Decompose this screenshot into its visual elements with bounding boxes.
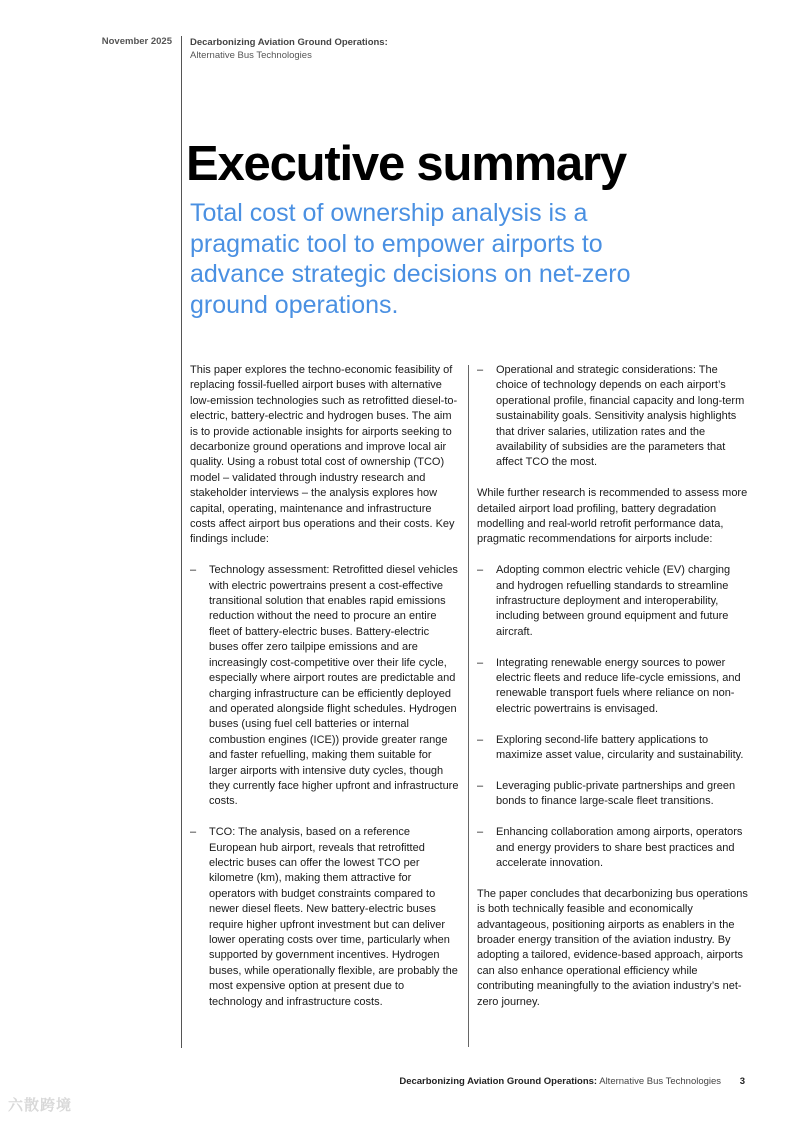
dash-marker: – — [477, 779, 484, 792]
dash-marker: – — [477, 564, 484, 577]
conclusion-paragraph: The paper concludes that decarbonizing bus operations is both technically feasible and economically advantageous, positioning airports as enablers in the broader energy transition of the aviation industry. By adopting a tailored, evidence-based approach, airports can also enhance operational efficiency while contributing meaningfully to the aviation industry’s net-zero journey. — [477, 887, 748, 1008]
right-column — [477, 363, 749, 1025]
dash-marker: – — [477, 826, 484, 839]
recommendations-intro: While further research is recommended to assess more detailed airport load profiling, battery degradation modelling and real-world retrofit performance data, pragmatic recommendations for airports include: — [477, 487, 748, 546]
dash-marker: – — [190, 826, 197, 839]
dash-marker: – — [477, 364, 484, 376]
intro-paragraph: This paper explores the techno-economic feasibility of replacing fossil-fuelled airport buses with alternative low-emission technologies such as retrofitted diesel-to-electric, battery-electric and hydrogen buses. The aim is to provide actionable insights for airports seeking to decarbonize ground operations and improve local air quality. Using a robust total cost of ownership (TCO) model – validated through industry research and stakeholder interviews – the analysis explores how capital, operating, maintenance and infrastructure costs affect airport bus operations and their costs. Key findings include: — [190, 364, 458, 546]
list-item — [477, 363, 749, 471]
footer-title-bold: Decarbonizing Aviation Ground Operations: — [399, 1076, 598, 1087]
list-item — [477, 779, 749, 810]
list-item — [190, 825, 460, 1010]
left-column — [190, 363, 460, 1025]
watermark: 六散跨境 — [8, 1097, 73, 1114]
header-title — [190, 36, 388, 62]
list-item-text: TCO: The analysis, based on a reference European hub airport, reveals that retrofitted electric buses can offer the lowest TCO per kilometre (km), making them attractive for operators with budget constraints compared to newer diesel fleets. New battery-electric buses require higher upfront investment but can deliver lower operating costs over time, particularly when supported by government incentives. Hydrogen buses, while operationally flexible, are probably the most expensive option at present due to technology and infrastructure costs. — [209, 826, 458, 1008]
dash-marker: – — [477, 656, 484, 669]
list-item — [190, 563, 460, 810]
list-item-text: Exploring second-life battery applications to maximize asset value, circularity and sustainability. — [496, 733, 744, 762]
header-title-sub: Alternative Bus Technologies — [190, 50, 312, 61]
list-item-text: Adopting common electric vehicle (EV) charging and hydrogen refuelling standards to streamline infrastructure deployment and interoperability, including between ground equipment and future aircraft. — [496, 564, 731, 638]
list-item — [477, 825, 749, 871]
dash-marker: – — [190, 564, 197, 577]
page-number: 3 — [739, 1076, 745, 1087]
header-title-bold: Decarbonizing Aviation Ground Operations: — [190, 37, 388, 48]
page-subtitle: Total cost of ownership analysis is a pragmatic tool to empower airports to advance strategic decisions on net-zero ground operations. — [190, 199, 631, 319]
list-item-text: Integrating renewable energy sources to power electric fleets and reduce life-cycle emissions, and renewable transport fuels where reliance on non-electric powertrains is envisaged. — [496, 656, 741, 715]
list-item — [477, 733, 749, 764]
header-divider — [181, 36, 182, 1048]
list-item — [477, 656, 749, 718]
column-divider — [468, 365, 469, 1047]
list-item-text: Technology assessment: Retrofitted diesel vehicles with electric powertrains present a cost-effective transitional solution that enables rapid emissions reduction without the need to procure an entire fleet of battery-electric buses. Battery-electric buses offer zero tailpipe emissions and are increasingly cost-competitive over their life cycle, especially where airport routes are predictable and charging infrastructure can be efficiently deployed and operated alongside flight schedules. Hydrogen buses (using fuel cell batteries or internal combustion engines (ICE)) provide greater range and faster refuelling, making them suitable for larger airports with intensive duty cycles, though they currently face higher upfront and infrastructure costs. — [209, 564, 459, 808]
dash-marker: – — [477, 733, 484, 746]
list-item-text: Leveraging public-private partnerships and green bonds to finance large-scale fleet transitions. — [496, 779, 736, 808]
footer-title-rest: Alternative Bus Technologies — [599, 1076, 722, 1087]
list-item-text: Enhancing collaboration among airports, operators and energy providers to share best practices and accelerate innovation. — [496, 826, 743, 869]
list-item — [477, 563, 749, 640]
header-date: November 2025 — [101, 36, 172, 47]
page-footer — [399, 1076, 745, 1087]
page-title: Executive summary — [186, 137, 626, 191]
list-item-text: Operational and strategic considerations: The choice of technology depends on each airport’s operational profile, financial capacity and long-term sustainability goals. Sensitivity analysis highlights that driver salaries, utilization rates and the availability of subsidies are the parameters that affect TCO the most. — [496, 364, 745, 469]
